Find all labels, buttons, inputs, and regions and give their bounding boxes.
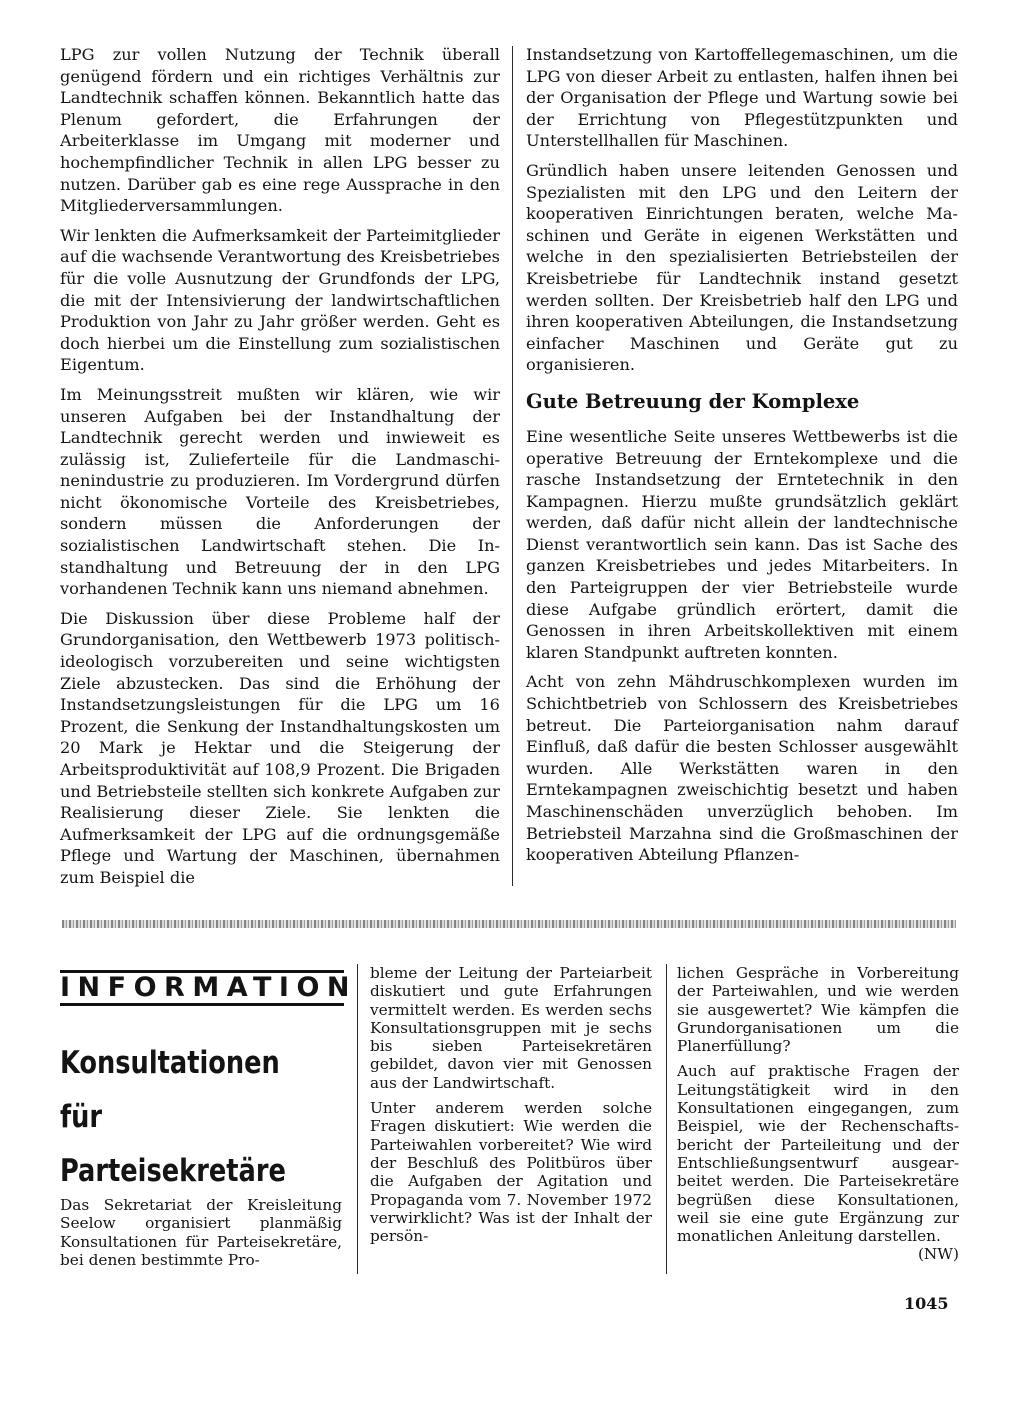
column-divider bbox=[666, 964, 667, 1274]
article-paragraph: Wir lenkten die Aufmerksamkeit der Parteimitglieder auf die wachsende Verantwortung des Kreisbetriebes für die volle Ausnutzung der Grundfonds der LPG, die mit der Intensivierung der landwirtschaftlichen Produktion von Jahr zu Jahr größer werden. Geht es doch hierbei um die Einstellung zum sozialistischen Eigentum. bbox=[60, 225, 500, 375]
article-paragraph: Gründlich haben unsere leitenden Genossen und Spezialisten mit den LPG und den Leitern der kooperativen Einrichtungen beraten, welche Maschinen und Geräte in eigenen Werkstätten und welche in den spezialisierten Betriebsteilen der Kreisbetriebe für Landtechnik instand gesetzt werden sollten. Der Kreisbetrieb half den LPG und ihren kooperativen Abteilungen, die Instandsetzung einfacher Maschinen und Geräte gut zu organisieren. bbox=[526, 160, 958, 375]
article-column-left bbox=[60, 44, 500, 897]
author-signature: (NW) bbox=[917, 1245, 959, 1264]
info-paragraph-text: Auch auf praktische Fragen der Leitungstätigkeit wird in den Konsultationen eingegangen, zum Beispiel, wie der Rechenschaftsbericht der Parteileitung und der Entschließungsentwurf ausgearbeitet werden. Die Parteisekretäre begrüßen diese Konsultationen, weil sie eine gute Ergänzung zur monatlichen Anleitung darstellen. bbox=[677, 1062, 959, 1246]
info-headline-line: Parteisekretäre bbox=[60, 1153, 286, 1189]
section-separator bbox=[62, 920, 956, 928]
information-label: INFORMATION bbox=[60, 970, 344, 1006]
info-column-2 bbox=[370, 964, 652, 1252]
info-column-3 bbox=[677, 964, 959, 1264]
column-divider bbox=[357, 964, 358, 1274]
info-paragraph: Unter anderem werden solche Fragen diskutiert: Wie werden die Parteiwahlen vorbereitet? Wie wird der Beschluß des Politbüros über die Aufgaben der Agitation und Propaganda vom 7. November 1972 verwirklicht? Was ist der Inhalt der persön- bbox=[370, 1099, 652, 1246]
article-paragraph: LPG zur vollen Nutzung der Technik überall genügend fördern und ein richtiges Verhältnis zur Landtechnik schaffen können. Bekanntlich hatte das Plenum gefordert, die Erfahrungen der Arbeiterklasse im Umgang mit moderner und hochempfindlicher Technik in allen LPG besser zu nutzen. Darüber gab es eine rege Aussprache in den Mitgliederversammlungen. bbox=[60, 45, 500, 216]
info-paragraph: bleme der Leitung der Parteiarbeit diskutiert und gute Erfahrungen vermittelt werden. Es werden sechs Konsultationsgruppen mit je sechs bis sieben Parteisekretären gebildet, davon vier mit Genossen aus der Landwirtschaft. bbox=[370, 964, 652, 1092]
info-paragraph: lichen Gespräche in Vorbereitung der Parteiwahlen, und wie werden sie ausgewertet? Wie kämpfen die Grundorganisationen um die Planerfüllung? bbox=[677, 964, 959, 1056]
section-subheading: Gute Betreuung der Komplexe bbox=[526, 389, 860, 413]
info-headline bbox=[60, 1036, 327, 1198]
info-paragraph: Das Sekretariat der Kreisleitung Seelow organisiert planmäßig Konsultationen für Parteisekretäre, bei denen bestimmte Pro- bbox=[60, 1196, 342, 1269]
article-paragraph: Instandsetzung von Kartoffellegemaschinen, um die LPG von dieser Arbeit zu entlasten, halfen ihnen bei der Organisation der Pflege und Wartung sowie bei der Errichtung von Pflegestützpunkten und Unterstellhallen für Maschinen. bbox=[526, 45, 958, 151]
info-paragraph bbox=[677, 1062, 959, 1264]
page-number: 1045 bbox=[904, 1294, 949, 1313]
article-column-right bbox=[526, 44, 958, 874]
article-paragraph: Acht von zehn Mähdruschkomplexen wurden im Schichtbetrieb von Schlossern des Kreisbetriebes betreut. Die Parteiorganisation nahm darauf Einfluß, daß dafür die besten Schlosser ausgewählt wurden. Alle Werkstätten waren in den Erntekampagnen zweischichtig besetzt und haben Maschinenschäden unverzüglich behoben. Im Betriebsteil Marzahna sind die Großmaschinen der kooperativen Abteilung Pflanzen- bbox=[526, 672, 958, 865]
info-headline-line: für bbox=[60, 1099, 103, 1135]
info-column-1 bbox=[60, 1196, 342, 1276]
article-paragraph: Im Meinungsstreit mußten wir klären, wie wir unseren Aufgaben bei der Instandhaltung der Landtechnik gerecht werden und inwieweit es zulässig ist, Zulieferteile für die Landmaschinenindustrie zu produzieren. Im Vordergrund dürfen nicht ökonomische Vorteile des Kreisbetriebes, sondern müssen die Anforderungen der sozialistischen Landwirtschaft stehen. Die Instandhaltung und Betreuung der in den LPG vorhandenen Technik kann uns niemand abnehmen. bbox=[60, 384, 500, 599]
article-paragraph: Eine wesentliche Seite unseres Wettbewerbs ist die operative Betreuung der Erntekomplexe und die rasche Instandsetzung der Erntetechnik in den Kampagnen. Hierzu mußte grundsätzlich geklärt werden, daß dafür nicht allein der landtechnische Dienst verantwortlich sein kann. Das ist Sache des ganzen Kreisbetriebes und jedes Mitarbeiters. In den Parteigruppen der vier Betriebsteile wurde diese Aufgabe gründlich erörtert, damit die Genossen in ihren Arbeitskollektiven mit einem klaren Standpunkt auftreten konnten. bbox=[526, 426, 958, 662]
info-headline-line: Konsultationen bbox=[60, 1045, 280, 1081]
column-divider bbox=[512, 46, 513, 886]
article-paragraph: Die Diskussion über diese Probleme half der Grundorganisation, den Wettbewerb 1973 politisch-ideologisch vorzubereiten und seine wichtigsten Ziele abzustecken. Das sind die Erhöhung der Instandsetzungsleistungen für die LPG um 16 Prozent, die Senkung der Instandhaltungskosten um 20 Mark je Hektar und die Steigerung der Arbeitsproduktivität auf 108,9 Prozent. Die Brigaden und Betriebsteile stellten sich konkrete Aufgaben zur Realisierung dieser Ziele. Sie lenkten die Aufmerksamkeit der LPG auf die ordnungsgemäße Pflege und Wartung der Maschinen, übernahmen zum Beispiel die bbox=[60, 608, 500, 887]
